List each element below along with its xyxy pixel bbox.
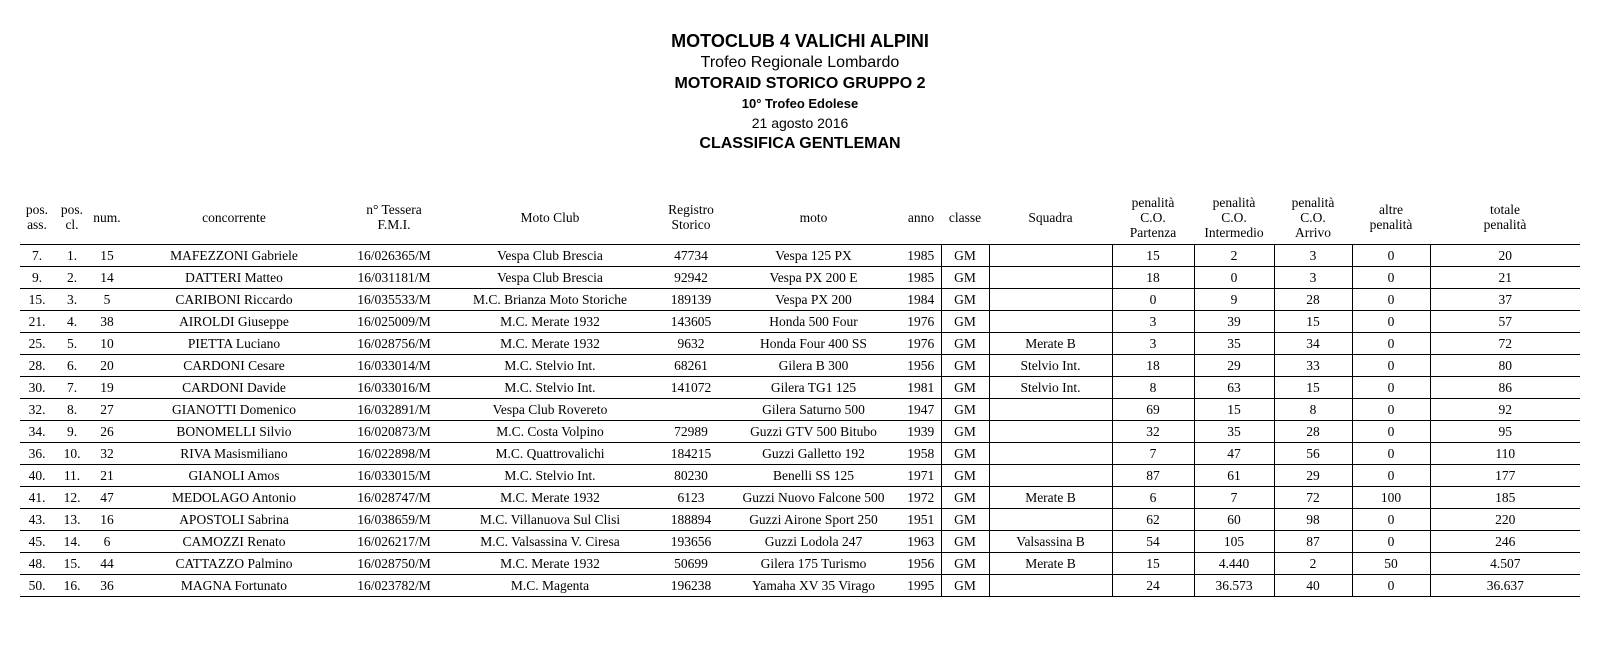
cell-moto-club: M.C. Costa Volpino [496, 423, 604, 439]
table-row [20, 487, 1580, 509]
cell-pen-partenza: 32 [1112, 421, 1194, 443]
table-row [20, 245, 1580, 267]
cell-pen-arrivo: 3 [1274, 267, 1352, 289]
cell-moto: Gilera 175 Turismo [760, 555, 867, 571]
cell-pen-partenza: 3 [1112, 311, 1194, 333]
cell-squadra [989, 443, 1112, 465]
cell-num: 20 [100, 357, 114, 373]
table-row [20, 289, 1580, 311]
cell-squadra [989, 289, 1112, 311]
cell-registro: 6123 [677, 489, 705, 505]
cell-totale-penalita: 92 [1498, 401, 1512, 417]
cell-pos-cl: 1. [66, 247, 78, 263]
cell-moto-club: Vespa Club Brescia [497, 247, 603, 263]
col-pos-cl: pos. cl. [60, 202, 84, 232]
cell-moto-club: M.C. Villanuova Sul Clisi [479, 511, 621, 527]
cell-pos-cl: 7. [66, 379, 78, 395]
cell-registro: 68261 [674, 357, 708, 373]
cell-registro: 141072 [670, 379, 712, 395]
cell-pen-partenza: 69 [1112, 399, 1194, 421]
cell-altre-penalita: 0 [1352, 443, 1430, 465]
cell-classe: GM [941, 399, 989, 421]
col-moto-club: Moto Club [520, 209, 580, 225]
cell-pen-partenza: 24 [1112, 575, 1194, 597]
cell-squadra [989, 399, 1112, 421]
cell-tessera: 16/025009/M [357, 313, 431, 329]
cell-pos-ass: 48. [28, 555, 46, 571]
cell-pos-cl: 10. [63, 445, 81, 461]
results-table [20, 190, 1580, 597]
cell-altre-penalita: 0 [1352, 267, 1430, 289]
cell-tessera: 16/022898/M [357, 445, 431, 461]
cell-anno: 1939 [907, 423, 935, 439]
cell-pos-cl: 2. [66, 269, 78, 285]
cell-tessera: 16/026217/M [357, 533, 431, 549]
cell-totale-penalita: 20 [1498, 247, 1512, 263]
cell-moto: Guzzi Lodola 247 [764, 533, 863, 549]
document-header [0, 30, 1600, 155]
cell-altre-penalita: 0 [1352, 355, 1430, 377]
col-concorrente: concorrente [202, 209, 266, 225]
cell-tessera: 16/020873/M [357, 423, 431, 439]
cell-altre-penalita: 0 [1352, 421, 1430, 443]
cell-classe: GM [941, 575, 989, 597]
cell-moto-club: M.C. Magenta [510, 577, 590, 593]
cell-altre-penalita: 0 [1352, 311, 1430, 333]
cell-pos-ass: 7. [31, 247, 43, 263]
cell-tessera: 16/026365/M [357, 247, 431, 263]
cell-pen-arrivo: 56 [1274, 443, 1352, 465]
cell-pos-cl: 3. [66, 291, 78, 307]
cell-registro: 9632 [677, 335, 705, 351]
cell-squadra: Valsassina B [989, 531, 1112, 553]
cell-pen-intermedio: 4.440 [1194, 553, 1274, 575]
cell-concorrente: CATTAZZO Palmino [175, 555, 293, 571]
cell-altre-penalita: 0 [1352, 333, 1430, 355]
cell-num: 27 [100, 401, 114, 417]
table-row [20, 509, 1580, 531]
cell-tessera: 16/033014/M [357, 357, 431, 373]
cell-pos-ass: 9. [31, 269, 43, 285]
cell-classe: GM [941, 355, 989, 377]
cell-moto: Guzzi Nuovo Falcone 500 [742, 489, 885, 505]
cell-squadra: Stelvio Int. [989, 355, 1112, 377]
table-row [20, 443, 1580, 465]
col-altre-penalita: altre penalità [1369, 202, 1413, 232]
cell-squadra: Merate B [989, 333, 1112, 355]
cell-altre-penalita: 0 [1352, 509, 1430, 531]
cell-moto: Vespa PX 200 [775, 291, 852, 307]
cell-registro: 193656 [670, 533, 712, 549]
cell-pen-partenza: 54 [1112, 531, 1194, 553]
cell-concorrente: CAMOZZI Renato [182, 533, 286, 549]
cell-pos-ass: 40. [28, 467, 46, 483]
cell-moto-club: M.C. Merate 1932 [500, 313, 600, 329]
table-row [20, 399, 1580, 421]
cell-moto-club: M.C. Merate 1932 [500, 489, 600, 505]
cell-pen-arrivo: 98 [1274, 509, 1352, 531]
cell-num: 5 [103, 291, 111, 307]
cell-pos-cl: 5. [66, 335, 78, 351]
cell-squadra [989, 575, 1112, 597]
cell-moto-club: M.C. Stelvio Int. [504, 357, 596, 373]
cell-squadra [989, 421, 1112, 443]
cell-anno: 1971 [907, 467, 935, 483]
cell-classe: GM [941, 289, 989, 311]
cell-pen-partenza: 18 [1112, 355, 1194, 377]
cell-moto-club: M.C. Merate 1932 [500, 555, 600, 571]
cell-totale-penalita: 95 [1498, 423, 1512, 439]
cell-totale-penalita: 21 [1498, 269, 1512, 285]
col-anno: anno [907, 209, 935, 225]
classification-title: CLASSIFICA GENTLEMAN [699, 135, 901, 152]
cell-num: 15 [100, 247, 114, 263]
cell-pos-ass: 50. [28, 577, 46, 593]
cell-concorrente: GIANOLI Amos [188, 467, 280, 483]
cell-pen-arrivo: 28 [1274, 421, 1352, 443]
cell-moto-club: M.C. Valsassina V. Ciresa [480, 533, 620, 549]
cell-tessera: 16/032891/M [357, 401, 431, 417]
cell-num: 36 [100, 577, 114, 593]
col-registro: Registro Storico [668, 202, 714, 232]
cell-totale-penalita: 36.637 [1486, 577, 1524, 593]
cell-tessera: 16/023782/M [357, 577, 431, 593]
cell-pen-intermedio: 39 [1194, 311, 1274, 333]
cell-squadra [989, 311, 1112, 333]
cell-anno: 1976 [907, 335, 935, 351]
cell-classe: GM [941, 377, 989, 399]
cell-num: 26 [100, 423, 114, 439]
cell-pen-arrivo: 40 [1274, 575, 1352, 597]
cell-anno: 1985 [907, 269, 935, 285]
cell-moto: Yamaha XV 35 Virago [752, 577, 875, 593]
cell-registro: 92942 [674, 269, 708, 285]
cell-num: 47 [100, 489, 114, 505]
cell-pos-cl: 13. [63, 511, 81, 527]
cell-anno: 1985 [907, 247, 935, 263]
cell-squadra [989, 267, 1112, 289]
table-row [20, 553, 1580, 575]
cell-pos-ass: 41. [28, 489, 46, 505]
cell-pos-cl: 15. [63, 555, 81, 571]
cell-pen-intermedio: 35 [1194, 333, 1274, 355]
cell-pos-cl: 4. [66, 313, 78, 329]
cell-pen-arrivo: 15 [1274, 311, 1352, 333]
cell-pen-intermedio: 47 [1194, 443, 1274, 465]
cell-pen-intermedio: 29 [1194, 355, 1274, 377]
table-row [20, 355, 1580, 377]
cell-altre-penalita: 0 [1352, 465, 1430, 487]
cell-registro: 188894 [670, 511, 712, 527]
cell-tessera: 16/038659/M [357, 511, 431, 527]
cell-classe: GM [941, 531, 989, 553]
cell-classe: GM [941, 333, 989, 355]
cell-num: 38 [100, 313, 114, 329]
table-row [20, 267, 1580, 289]
cell-pen-arrivo: 2 [1274, 553, 1352, 575]
cell-anno: 1958 [907, 445, 935, 461]
cell-pen-arrivo: 72 [1274, 487, 1352, 509]
col-squadra: Squadra [1028, 209, 1073, 225]
cell-moto: Gilera TG1 125 [770, 379, 857, 395]
cell-altre-penalita: 0 [1352, 289, 1430, 311]
cell-registro: 196238 [670, 577, 712, 593]
cell-pen-intermedio: 9 [1194, 289, 1274, 311]
cell-classe: GM [941, 553, 989, 575]
cell-concorrente: MAGNA Fortunato [180, 577, 288, 593]
cell-altre-penalita: 0 [1352, 245, 1430, 267]
table-row [20, 311, 1580, 333]
cell-squadra: Merate B [989, 487, 1112, 509]
table-row [20, 575, 1580, 597]
cell-moto: Guzzi GTV 500 Bitubo [750, 423, 877, 439]
cell-anno: 1976 [907, 313, 935, 329]
cell-pen-arrivo: 8 [1274, 399, 1352, 421]
cell-pos-ass: 32. [28, 401, 46, 417]
cell-moto-club: Vespa Club Rovereto [492, 401, 608, 417]
cell-anno: 1956 [907, 555, 935, 571]
cell-pen-arrivo: 28 [1274, 289, 1352, 311]
cell-moto-club: M.C. Stelvio Int. [504, 379, 596, 395]
club-title: MOTOCLUB 4 VALICHI ALPINI [671, 31, 929, 51]
cell-concorrente: CARDONI Davide [182, 379, 286, 395]
cell-num: 14 [100, 269, 114, 285]
cell-moto: Honda Four 400 SS [760, 335, 867, 351]
cell-pen-intermedio: 36.573 [1194, 575, 1274, 597]
table-header-row [20, 190, 1580, 245]
col-classe: classe [948, 209, 982, 225]
event-date: 21 agosto 2016 [751, 115, 849, 131]
cell-registro: 50699 [674, 555, 708, 571]
cell-totale-penalita: 57 [1498, 313, 1512, 329]
cell-squadra: Stelvio Int. [989, 377, 1112, 399]
cell-totale-penalita: 72 [1498, 335, 1512, 351]
cell-concorrente: MEDOLAGO Antonio [171, 489, 297, 505]
cell-totale-penalita: 246 [1495, 533, 1516, 549]
cell-anno: 1981 [907, 379, 935, 395]
cell-pen-intermedio: 7 [1194, 487, 1274, 509]
cell-num: 10 [100, 335, 114, 351]
cell-pos-cl: 6. [66, 357, 78, 373]
cell-moto: Honda 500 Four [769, 313, 858, 329]
cell-pos-ass: 30. [28, 379, 46, 395]
cell-pos-ass: 25. [28, 335, 46, 351]
trophy-name: 10° Trofeo Edolese [741, 96, 859, 111]
cell-pen-intermedio: 105 [1194, 531, 1274, 553]
cell-pos-ass: 34. [28, 423, 46, 439]
cell-moto: Gilera B 300 [778, 357, 849, 373]
cell-pos-ass: 28. [28, 357, 46, 373]
cell-pen-partenza: 3 [1112, 333, 1194, 355]
cell-pen-partenza: 87 [1112, 465, 1194, 487]
cell-pen-intermedio: 61 [1194, 465, 1274, 487]
cell-anno: 1956 [907, 357, 935, 373]
results-body [20, 245, 1580, 597]
event-group: MOTORAID STORICO GRUPPO 2 [674, 75, 926, 92]
cell-moto: Vespa 125 PX [775, 247, 852, 263]
cell-squadra [989, 509, 1112, 531]
cell-totale-penalita: 220 [1495, 511, 1516, 527]
col-totale-penalita: totale penalità [1483, 202, 1527, 232]
cell-pos-ass: 21. [28, 313, 46, 329]
cell-altre-penalita: 0 [1352, 377, 1430, 399]
col-num: num. [93, 209, 121, 225]
cell-pos-cl: 8. [66, 401, 78, 417]
cell-anno: 1951 [907, 511, 935, 527]
cell-pen-intermedio: 2 [1194, 245, 1274, 267]
col-moto: moto [799, 209, 828, 225]
cell-classe: GM [941, 421, 989, 443]
cell-pen-arrivo: 15 [1274, 377, 1352, 399]
cell-totale-penalita: 110 [1495, 445, 1516, 461]
table-row [20, 377, 1580, 399]
cell-pen-partenza: 6 [1112, 487, 1194, 509]
col-pos-ass: pos. ass. [25, 202, 49, 232]
cell-pen-partenza: 0 [1112, 289, 1194, 311]
cell-totale-penalita: 177 [1495, 467, 1516, 483]
cell-totale-penalita: 37 [1498, 291, 1512, 307]
table-row [20, 333, 1580, 355]
cell-registro: 143605 [670, 313, 712, 329]
cell-num: 19 [100, 379, 114, 395]
cell-pen-partenza: 18 [1112, 267, 1194, 289]
cell-classe: GM [941, 311, 989, 333]
cell-totale-penalita: 80 [1498, 357, 1512, 373]
cell-classe: GM [941, 443, 989, 465]
cell-pen-partenza: 8 [1112, 377, 1194, 399]
cell-pen-partenza: 15 [1112, 553, 1194, 575]
cell-moto: Guzzi Airone Sport 250 [749, 511, 878, 527]
cell-num: 16 [100, 511, 114, 527]
table-row [20, 465, 1580, 487]
cell-classe: GM [941, 487, 989, 509]
cell-pos-cl: 9. [66, 423, 78, 439]
cell-moto-club: M.C. Brianza Moto Storiche [472, 291, 628, 307]
cell-altre-penalita: 0 [1352, 399, 1430, 421]
cell-tessera: 16/031181/M [357, 269, 431, 285]
cell-concorrente: DATTERI Matteo [185, 269, 283, 285]
cell-anno: 1995 [907, 577, 935, 593]
cell-pen-arrivo: 33 [1274, 355, 1352, 377]
cell-concorrente: APOSTOLI Sabrina [179, 511, 289, 527]
cell-pen-arrivo: 87 [1274, 531, 1352, 553]
cell-moto-club: M.C. Merate 1932 [500, 335, 600, 351]
cell-concorrente: CARDONI Cesare [183, 357, 285, 373]
cell-totale-penalita: 86 [1498, 379, 1512, 395]
cell-moto: Vespa PX 200 E [769, 269, 858, 285]
col-pen-partenza: penalità C.O. Partenza [1129, 194, 1177, 240]
cell-pen-intermedio: 35 [1194, 421, 1274, 443]
cell-concorrente: BONOMELLI Silvio [176, 423, 292, 439]
cell-pen-partenza: 62 [1112, 509, 1194, 531]
cell-moto: Benelli SS 125 [772, 467, 854, 483]
cell-moto: Gilera Saturno 500 [762, 401, 865, 417]
cell-tessera: 16/033015/M [357, 467, 431, 483]
cell-anno: 1947 [907, 401, 935, 417]
cell-concorrente: MAFEZZONI Gabriele [170, 247, 298, 263]
cell-pos-ass: 15. [28, 291, 46, 307]
trophy-subtitle: Trofeo Regionale Lombardo [700, 54, 900, 71]
cell-pen-arrivo: 3 [1274, 245, 1352, 267]
cell-pos-ass: 43. [28, 511, 46, 527]
cell-pen-intermedio: 60 [1194, 509, 1274, 531]
cell-altre-penalita: 0 [1352, 531, 1430, 553]
cell-registro [656, 399, 726, 421]
cell-tessera: 16/033016/M [357, 379, 431, 395]
cell-concorrente: CARIBONI Riccardo [175, 291, 293, 307]
cell-pen-arrivo: 34 [1274, 333, 1352, 355]
cell-tessera: 16/028750/M [357, 555, 431, 571]
cell-registro: 189139 [670, 291, 712, 307]
cell-moto-club: Vespa Club Brescia [497, 269, 603, 285]
cell-anno: 1972 [907, 489, 935, 505]
cell-totale-penalita: 4.507 [1490, 555, 1521, 571]
cell-tessera: 16/028747/M [357, 489, 431, 505]
cell-classe: GM [941, 245, 989, 267]
cell-num: 21 [100, 467, 114, 483]
cell-moto: Guzzi Galletto 192 [762, 445, 865, 461]
cell-pos-cl: 11. [63, 467, 81, 483]
cell-pen-partenza: 7 [1112, 443, 1194, 465]
cell-pen-partenza: 15 [1112, 245, 1194, 267]
cell-registro: 72989 [674, 423, 708, 439]
cell-tessera: 16/035533/M [357, 291, 431, 307]
cell-altre-penalita: 100 [1352, 487, 1430, 509]
cell-pen-arrivo: 29 [1274, 465, 1352, 487]
cell-pen-intermedio: 0 [1194, 267, 1274, 289]
cell-totale-penalita: 185 [1495, 489, 1516, 505]
cell-pen-intermedio: 63 [1194, 377, 1274, 399]
cell-concorrente: AIROLDI Giuseppe [179, 313, 289, 329]
cell-pos-ass: 36. [28, 445, 46, 461]
cell-classe: GM [941, 267, 989, 289]
cell-num: 32 [100, 445, 114, 461]
col-pen-intermedio: penalità C.O. Intermedio [1204, 194, 1264, 240]
cell-pos-cl: 14. [63, 533, 81, 549]
cell-concorrente: PIETTA Luciano [187, 335, 281, 351]
cell-tessera: 16/028756/M [357, 335, 431, 351]
cell-classe: GM [941, 465, 989, 487]
cell-pos-cl: 12. [63, 489, 81, 505]
table-row [20, 421, 1580, 443]
cell-altre-penalita: 50 [1352, 553, 1430, 575]
cell-registro: 80230 [674, 467, 708, 483]
cell-squadra: Merate B [989, 553, 1112, 575]
cell-pen-intermedio: 15 [1194, 399, 1274, 421]
table-row [20, 531, 1580, 553]
cell-concorrente: GIANOTTI Domenico [171, 401, 297, 417]
cell-registro: 47734 [674, 247, 708, 263]
col-tessera: n° Tessera F.M.I. [366, 202, 422, 232]
cell-squadra [989, 465, 1112, 487]
cell-concorrente: RIVA Masismiliano [180, 445, 288, 461]
cell-pos-cl: 16. [63, 577, 81, 593]
cell-moto-club: M.C. Quattrovalichi [495, 445, 605, 461]
col-pen-arrivo: penalità C.O. Arrivo [1291, 194, 1335, 240]
cell-num: 44 [100, 555, 114, 571]
cell-anno: 1984 [907, 291, 935, 307]
cell-squadra [989, 245, 1112, 267]
cell-anno: 1963 [907, 533, 935, 549]
cell-num: 6 [103, 533, 111, 549]
cell-altre-penalita: 0 [1352, 575, 1430, 597]
cell-classe: GM [941, 509, 989, 531]
cell-moto-club: M.C. Stelvio Int. [504, 467, 596, 483]
cell-registro: 184215 [670, 445, 712, 461]
cell-pos-ass: 45. [28, 533, 46, 549]
